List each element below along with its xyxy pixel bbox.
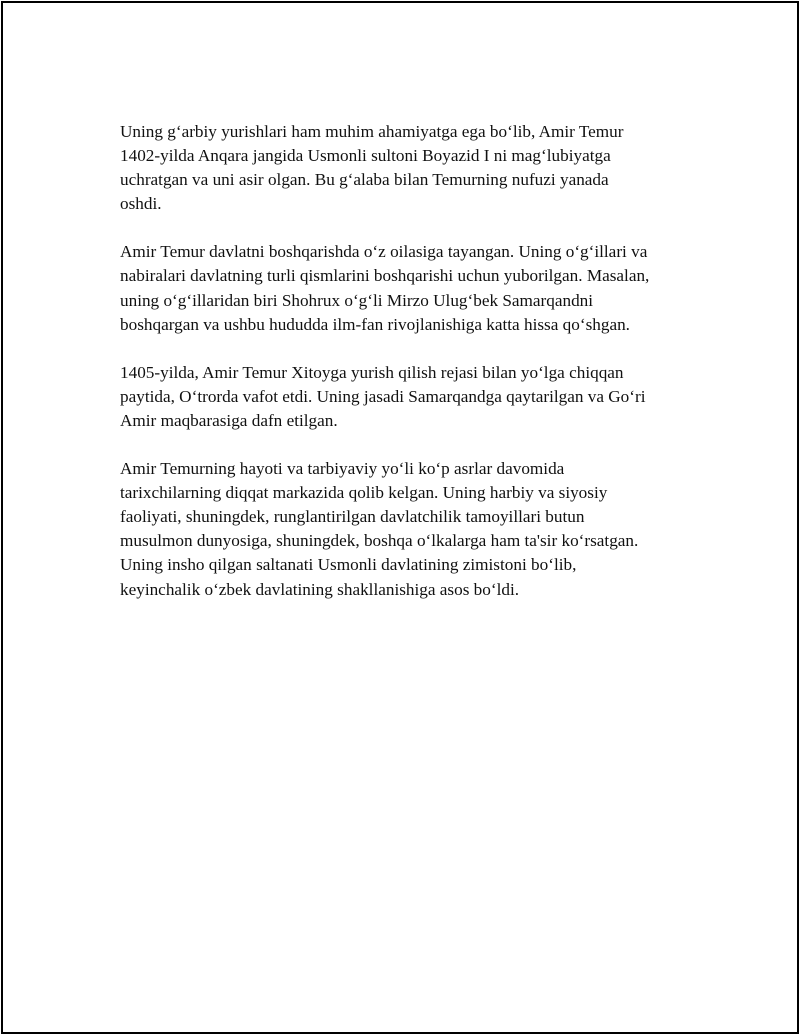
text-line: Amir Temur davlatni boshqarishda o‘z oilasiga tayangan. Uning o‘g‘illari va xyxy=(120,242,648,262)
document-body xyxy=(120,120,690,626)
text-line: Amir Temurning hayoti va tarbiyaviy yo‘li ko‘p asrlar davomida xyxy=(120,459,565,479)
paragraph-1 xyxy=(120,120,690,216)
paragraph-3 xyxy=(120,361,690,433)
text-line: Uning g‘arbiy yurishlari ham muhim ahamiyatga ega bo‘lib, Amir Temur xyxy=(120,122,624,141)
text-line: Amir maqbarasiga dafn etilgan. xyxy=(120,410,338,430)
paragraph-2 xyxy=(120,240,690,336)
text-line: paytida, O‘trorda vafot etdi. Uning jasadi Samarqandga qaytarilgan va Go‘ri xyxy=(120,386,646,406)
text-line: nabiralari davlatning turli qismlarini boshqarishi uchun yuborilgan. Masalan, xyxy=(120,266,650,286)
text-line: boshqargan va ushbu hududda ilm-fan rivojlanishiga katta hissa qo‘shgan. xyxy=(120,314,630,334)
page-frame xyxy=(1,1,799,1034)
text-line: tarixchilarning diqqat markazida qolib kelgan. Uning harbiy va siyosiy xyxy=(120,483,608,503)
paragraph-4 xyxy=(120,457,690,602)
text-line: keyinchalik o‘zbek davlatining shakllanishiga asos bo‘ldi. xyxy=(120,579,520,599)
text-line: oshdi. xyxy=(120,194,162,214)
text-line: uchratgan va uni asir olgan. Bu g‘alaba bilan Temurning nufuzi yanada xyxy=(120,170,609,190)
text-line: uning o‘g‘illaridan biri Shohrux o‘g‘li Mirzo Ulug‘bek Samarqandni xyxy=(120,290,594,310)
text-line: musulmon dunyosiga, shuningdek, boshqa o‘lkalarga ham ta'sir ko‘rsatgan. xyxy=(120,531,639,551)
text-line: 1405-yilda, Amir Temur Xitoyga yurish qilish rejasi bilan yo‘lga chiqqan xyxy=(120,362,624,382)
text-line: Uning insho qilgan saltanati Usmonli davlatining zimistoni bo‘lib, xyxy=(120,555,577,575)
text-line: 1402-yilda Anqara jangida Usmonli sultoni Boyazid I ni mag‘lubiyatga xyxy=(120,146,611,166)
text-line: faoliyati, shuningdek, runglantirilgan davlatchilik tamoyillari butun xyxy=(120,507,585,527)
